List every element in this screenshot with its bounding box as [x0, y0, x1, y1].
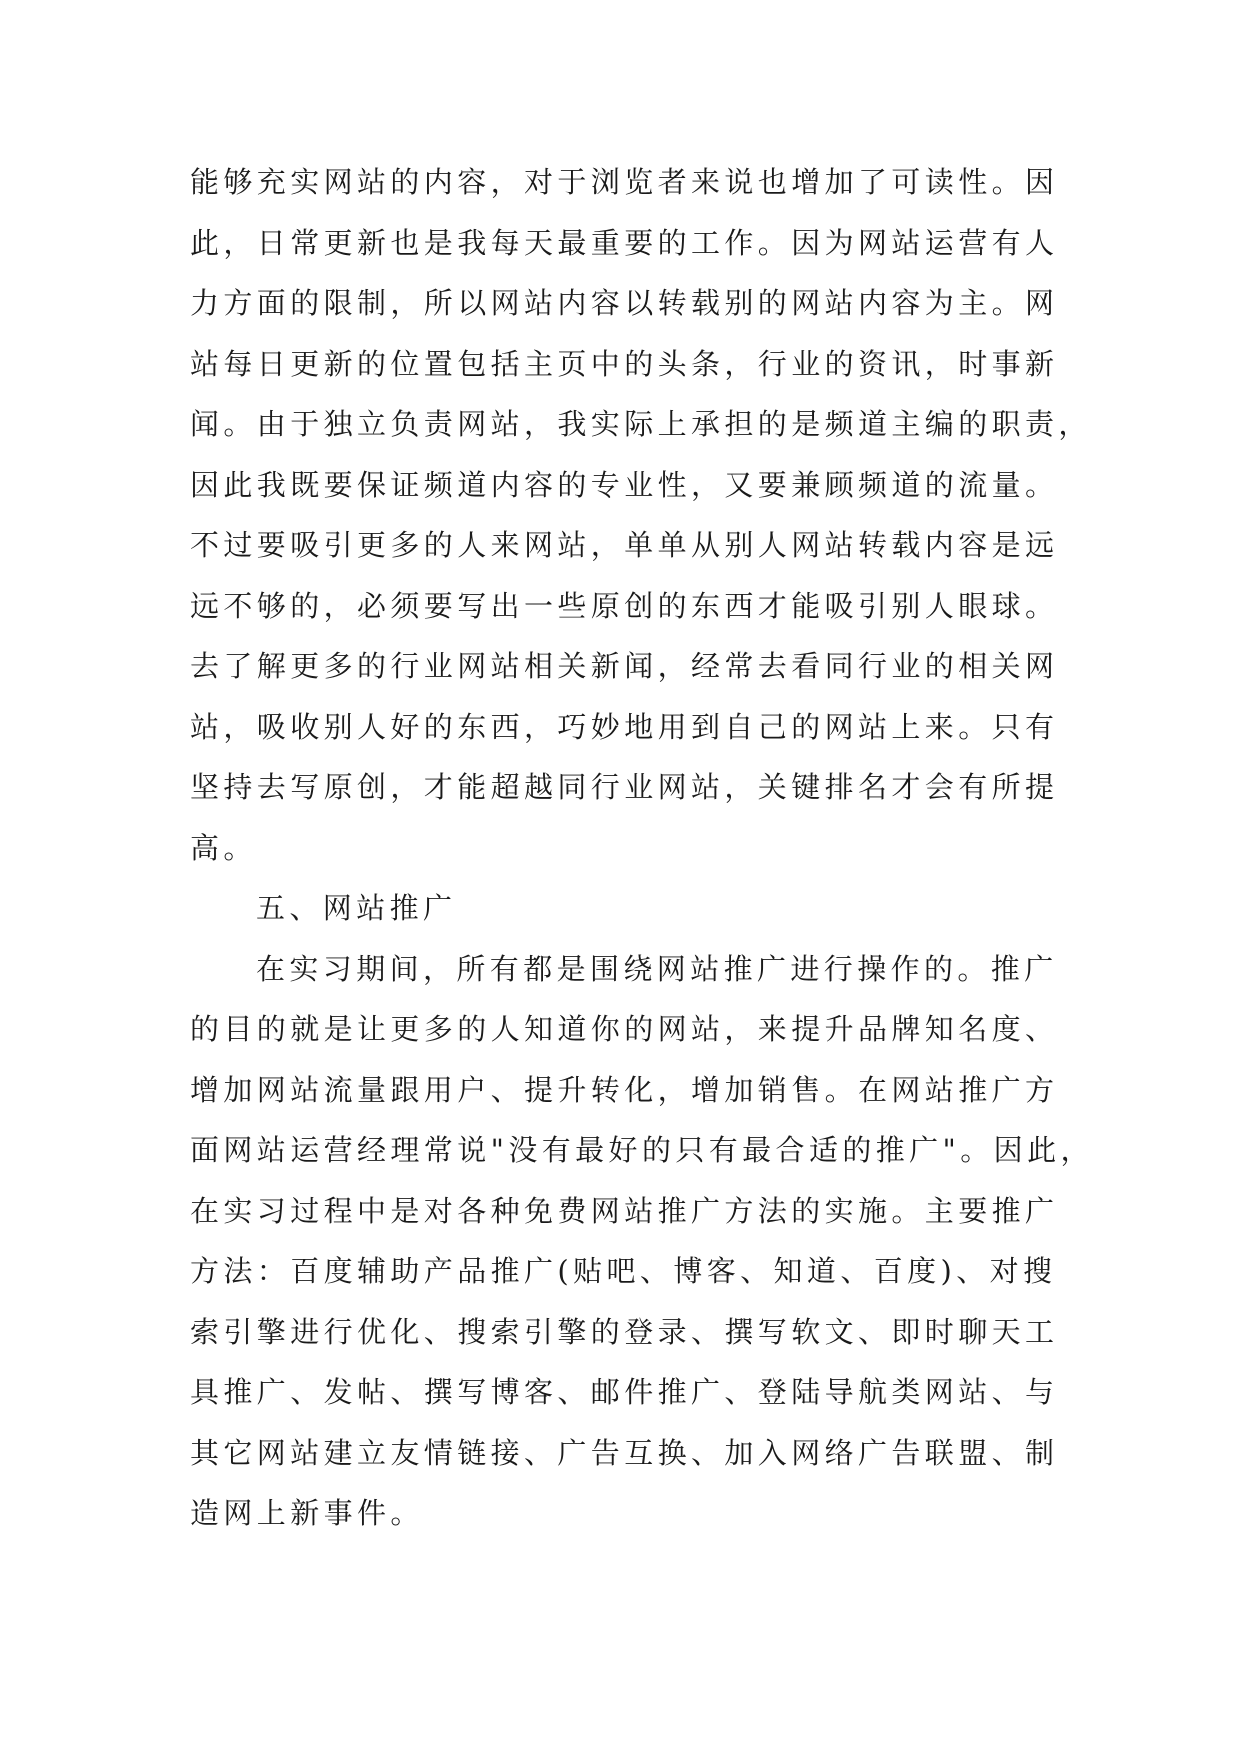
text-line: 的目的就是让更多的人知道你的网站，来提升品牌知名度、: [190, 1012, 1059, 1046]
text-line: 坚持去写原创，才能超越同行业网站，关键排名才会有所提: [190, 770, 1059, 804]
text-line: 站每日更新的位置包括主页中的头条，行业的资讯，时事新: [190, 346, 1059, 381]
text-line: 造网上新事件。: [190, 1496, 424, 1530]
text-line: 站，吸收别人好的东西，巧妙地用到自己的网站上来。只有: [190, 709, 1059, 744]
text-line: 因此我既要保证频道内容的专业性，又要兼顾频道的流量。: [190, 467, 1059, 502]
text-line: 力方面的限制，所以网站内容以转载别的网站内容为主。网: [190, 286, 1059, 320]
text-line: 远不够的，必须要写出一些原创的东西才能吸引别人眼球。: [190, 588, 1059, 623]
text-line: 在实习期间，所有都是围绕网站推广进行操作的。推广: [256, 951, 1058, 986]
text-line: 面网站运营经理常说"没有最好的只有最合适的推广"。因此，: [190, 1133, 1094, 1167]
body-text: [190, 152, 1094, 1544]
text-line: 能够充实网站的内容，对于浏览者来说也增加了可读性。因: [190, 165, 1059, 199]
text-line: 此，日常更新也是我每天最重要的工作。因为网站运营有人: [190, 225, 1059, 260]
text-line: 高。: [190, 830, 257, 865]
text-line: 不过要吸引更多的人来网站，单单从别人网站转载内容是远: [190, 528, 1059, 562]
text-line: 去了解更多的行业网站相关新闻，经常去看同行业的相关网: [190, 649, 1059, 683]
text-line: 索引擎进行优化、搜索引擎的登录、撰写软文、即时聊天工: [190, 1314, 1059, 1349]
text-line: 其它网站建立友情链接、广告互换、加入网络广告联盟、制: [190, 1435, 1059, 1470]
text-line: 方法：百度辅助产品推广(贴吧、博客、知道、百度)、对搜: [190, 1254, 1057, 1288]
text-line: 增加网站流量跟用户、提升转化，增加销售。在网站推广方: [190, 1072, 1059, 1107]
text-line: 具推广、发帖、撰写博客、邮件推广、登陆导航类网站、与: [190, 1375, 1059, 1409]
text-line: 在实习过程中是对各种免费网站推广方法的实施。主要推广: [190, 1193, 1059, 1228]
section-heading: 五、网站推广: [256, 891, 457, 925]
text-line: 闻。由于独立负责网站，我实际上承担的是频道主编的职责，: [190, 407, 1092, 441]
